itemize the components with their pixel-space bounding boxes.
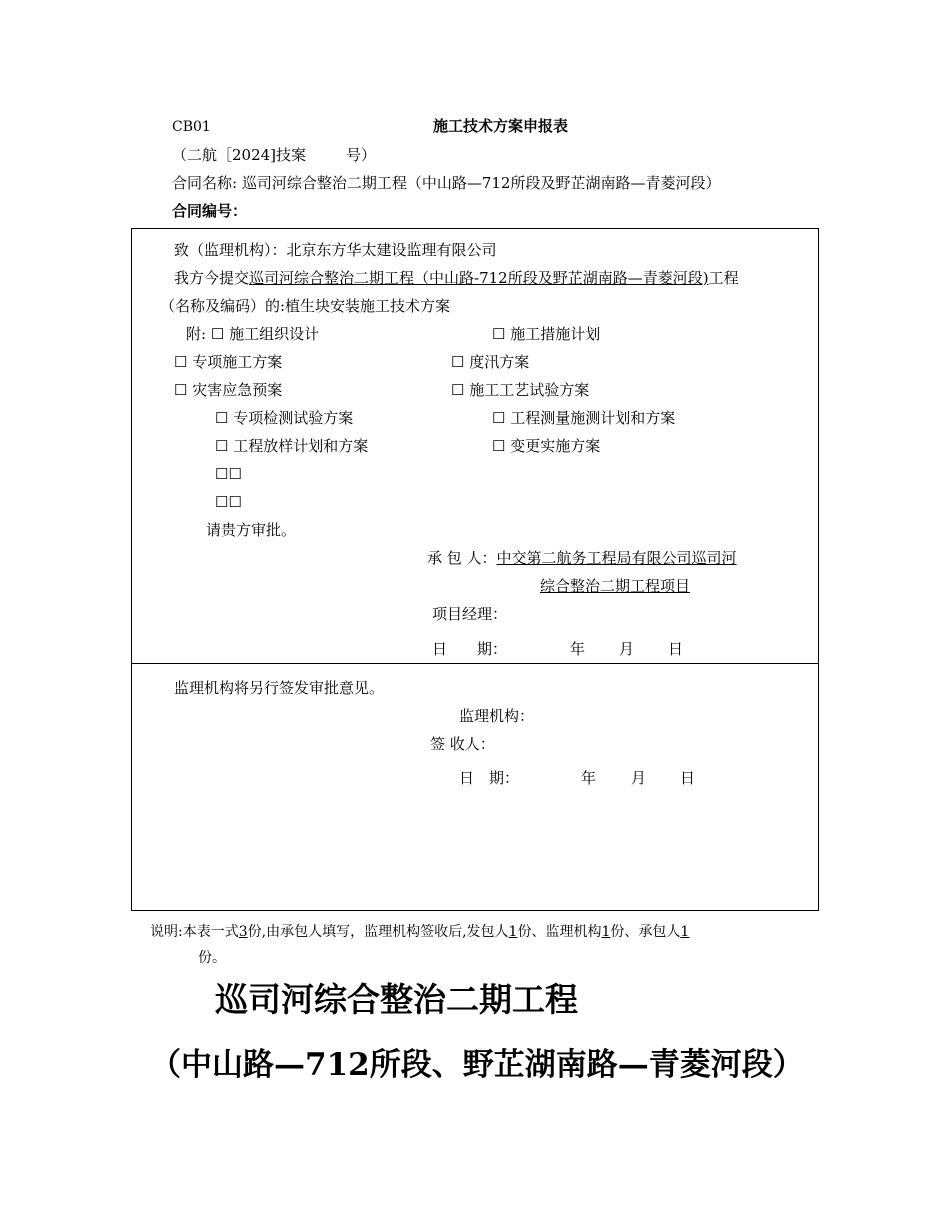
doc-number-prefix: （二航［2024]技案 [172,146,307,164]
submission-line-2: （名称及编码）的:植生块安装施工技术方案 [160,297,451,315]
option-construction-org-design: 附: ☐ 施工组织设计 [186,325,320,343]
request-approval: 请贵方审批。 [206,521,297,539]
option-disaster-emergency-plan: ☐ 灾害应急预案 [174,381,283,399]
option-process-test-plan: ☐ 施工工艺试验方案 [451,381,590,399]
checkbox-icon[interactable]: ☐ [215,409,229,427]
supervision-date-month: 月 [631,769,647,787]
checkbox-icon[interactable]: ☐ [451,381,465,399]
submit-project: 巡司河综合整治二期工程（中山路-712所段及野芷湖南路—青菱河段) [249,269,709,287]
addressee-line: 致（监理机构）：北京东方华太建设监理有限公司 [174,241,497,259]
contractor-name-1: 中交第二航务工程局有限公司巡司河 [496,549,737,567]
checkbox-icon[interactable]: ☐ [174,353,188,371]
contractor-date-year: 年 [570,640,586,658]
attach-label: 附: [186,325,207,343]
option-change-implementation-plan: ☐ 变更实施方案 [492,437,601,455]
cover-title: 巡司河综合整治二期工程 [215,980,578,1019]
contract-no-label: 合同编号： [172,202,248,220]
contract-name [172,173,720,193]
checkbox-icon[interactable]: ☐ [492,325,506,343]
submission-line [174,268,739,288]
contractor-name-2: 综合整治二期工程项目 [540,577,691,595]
form-code: CB01 [172,119,211,135]
option-special-inspection-test-plan: ☐ 专项检测试验方案 [215,409,354,427]
footer-note: 说明:本表一式3份,由承包人填写，监理机构签收后,发包人1份、监理机构1份、承包人1 [150,924,690,940]
copies-employer: 1 [508,924,518,940]
checkbox-icon[interactable]: ☐ [451,353,465,371]
copies-supervisor: 1 [601,924,611,940]
project-manager-label: 项目经理： [432,605,508,623]
checkbox-icon[interactable]: ☐ [215,437,229,455]
copies-contractor: 1 [680,924,690,940]
blank-checkboxes-2[interactable]: ☐☐ [215,493,242,511]
option-construction-measures-plan: ☐ 施工措施计划 [492,325,601,343]
checkbox-icon[interactable]: ☐ [492,409,506,427]
cover-subtitle: （中山路—712所段、野芷湖南路—青菱河段） [150,1047,804,1083]
receiver-label: 签 收人： [430,735,495,753]
contractor-line [427,548,737,568]
copies-total: 3 [238,924,248,940]
option-flood-season-plan: ☐ 度汛方案 [451,353,530,371]
contractor-date-label: 日 期： [432,640,508,658]
checkbox-icon[interactable]: ☐ [210,325,225,343]
supervision-date-year: 年 [581,769,597,787]
submit-prefix: 我方今提交 [174,269,250,287]
doc-number [172,145,376,165]
checkbox-icon[interactable]: ☐ [174,381,188,399]
doc-number-suffix: 号） [346,146,377,164]
contractor-date-month: 月 [619,640,635,658]
footer-note-line-2: 份。 [198,950,226,966]
submit-suffix: 工程 [708,269,739,287]
contractor-date-day: 日 [668,640,684,658]
section-divider [131,663,819,664]
contract-name-value: 巡司河综合整治二期工程（中山路—712所段及野芷湖南路—青菱河段） [241,174,721,192]
supervision-org-label: 监理机构： [459,707,535,725]
contract-name-label: 合同名称: [172,174,238,192]
supervision-date-label: 日 期： [459,769,520,787]
contractor-label: 承 包 人： [427,549,497,567]
option-special-construction-plan: ☐ 专项施工方案 [174,353,283,371]
checkbox-icon[interactable]: ☐ [492,437,506,455]
supervision-date-day: 日 [680,769,696,787]
option-setting-out-plan: ☐ 工程放样计划和方案 [215,437,369,455]
page-title: 施工技术方案申报表 [433,117,569,135]
option-survey-plan: ☐ 工程测量施测计划和方案 [492,409,676,427]
blank-checkboxes-1[interactable]: ☐☐ [215,465,242,483]
supervision-note: 监理机构将另行签发审批意见。 [174,679,385,697]
